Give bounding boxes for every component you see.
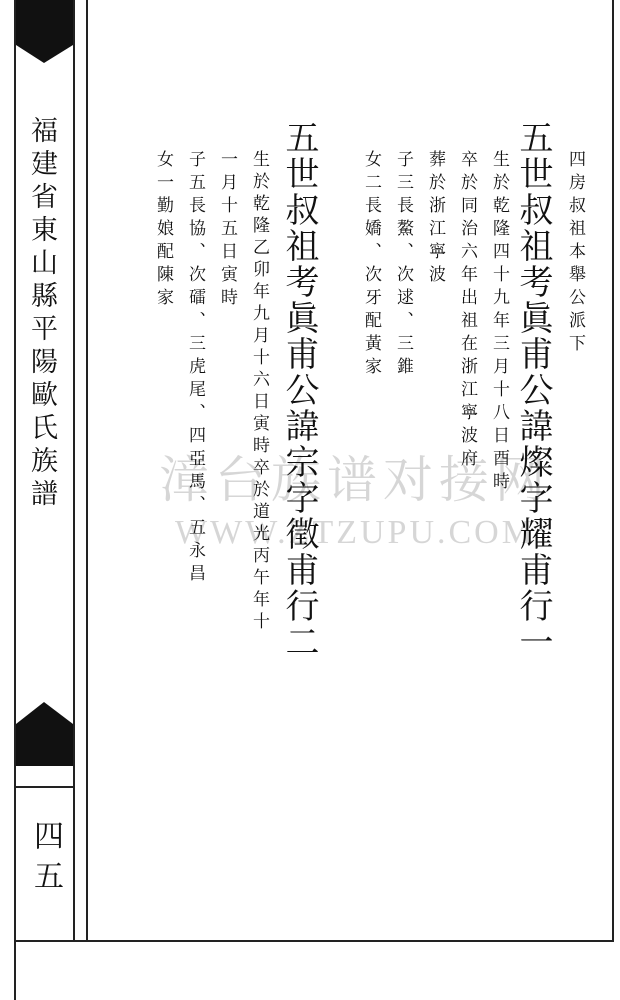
entry-1-heading: 五世叔祖考眞甫公諱燦字耀甫行一 [513, 120, 553, 660]
spine-divider [14, 786, 75, 788]
spine-title: 福建省東山縣平陽歐氏族譜 [26, 116, 57, 512]
entry-1-line-2: 卒於同治六年出祖在浙江寧波府 [457, 150, 477, 472]
entry-2-heading: 五世叔祖考眞甫公諱宗字徵甫行二 [279, 120, 319, 660]
entry-2-line-3: 子五長協、次礌、三虎尾、四亞馬、五永昌 [185, 150, 205, 587]
spine-right-border [73, 0, 75, 940]
page-number: 四五 [28, 820, 63, 900]
watermark-url: WWW.ZTZUPU.COM [175, 514, 535, 551]
entry-2-line-2: 一月十五日寅時 [217, 150, 237, 311]
left-outer-border [14, 0, 16, 1000]
spine-bottom-ornament-notch [16, 702, 73, 724]
entry-1-line-4: 子三長鰲、次逑、三錐 [393, 150, 413, 380]
bottom-border [14, 940, 614, 942]
spine-top-ornament-notch [16, 45, 73, 63]
main-left-border [86, 0, 88, 940]
watermark-chinese: 漳台族谱对接网 [159, 451, 551, 509]
spine-top-ornament [16, 0, 73, 45]
section-header: 四房叔祖本舉公派下 [565, 150, 585, 357]
entry-2-line-1: 生於乾隆乙卯年九月十六日寅時卒於道光丙午年十 [249, 150, 269, 634]
entry-1-line-3: 葬於浙江寧波 [425, 150, 445, 288]
entry-1-line-5: 女二長嬌、次牙配黃家 [361, 150, 381, 380]
entry-2-line-4: 女一勤娘配陳家 [153, 150, 173, 311]
spine-bottom-ornament [16, 724, 73, 766]
right-border [612, 0, 614, 940]
entry-1-line-1: 生於乾隆四十九年三月十八日酉時 [489, 150, 509, 495]
